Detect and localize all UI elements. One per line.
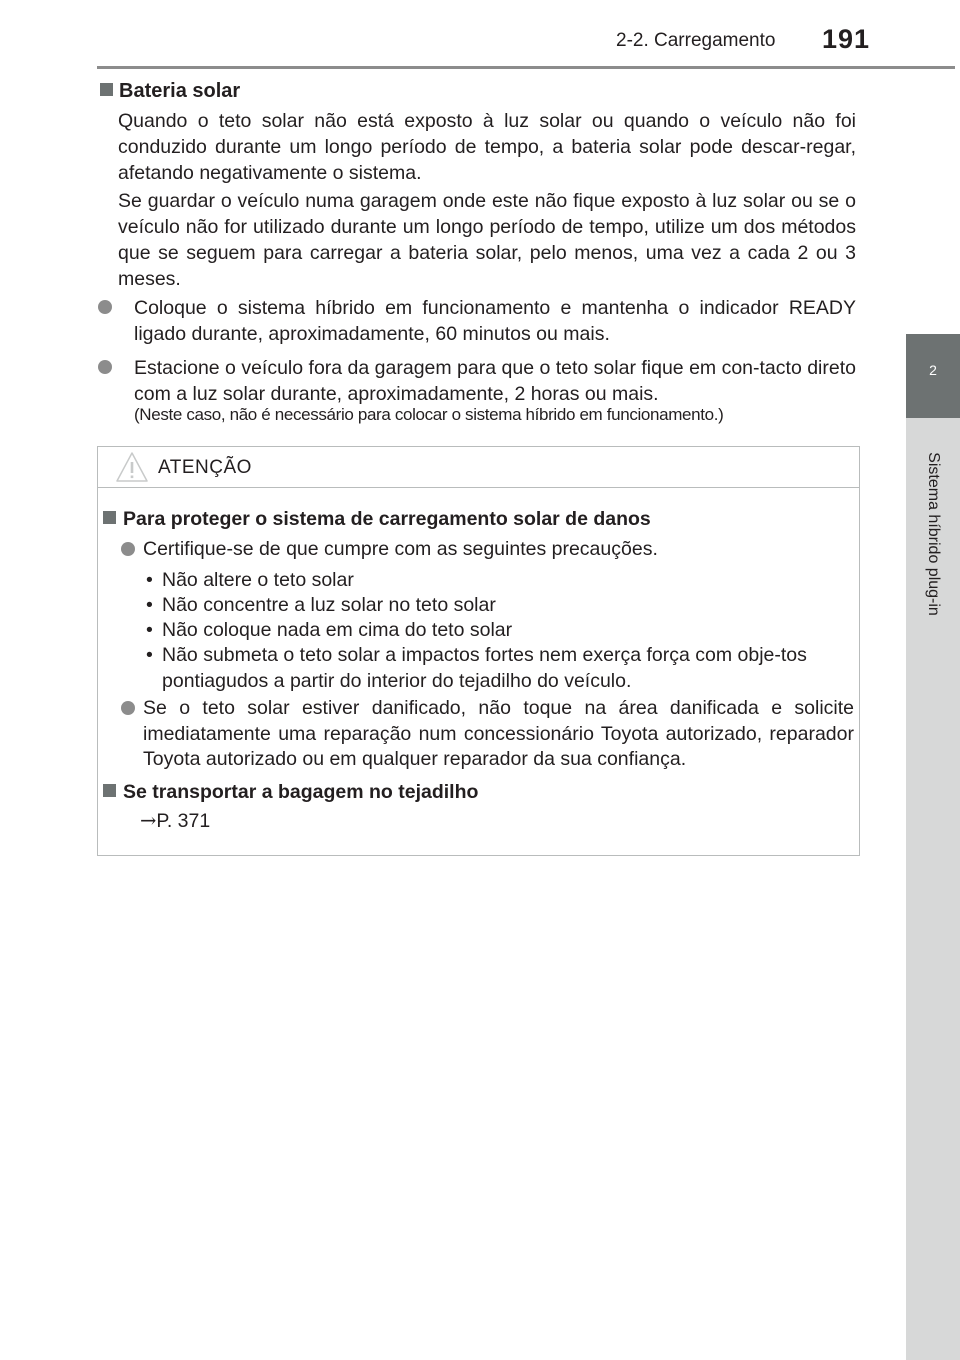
- page-number: 191: [822, 24, 871, 54]
- arrow-right-icon: →: [140, 809, 157, 832]
- list-item-text: Estacione o veículo fora da garagem para que o teto solar fique em con-tacto direto com a luz solar durante, aproximadamente, 2 horas ou mais.: [134, 357, 856, 405]
- warning-header: [98, 447, 859, 488]
- warning-heading: Se transportar a bagagem no tejadilho: [103, 781, 478, 804]
- section-heading-text: Bateria solar: [119, 80, 241, 102]
- circle-bullet-icon: [98, 300, 112, 314]
- paragraph: Se guardar o veículo numa garagem onde este não fique exposto à luz solar ou se o veículo não for utilizado durante um longo período de tempo, utilize um dos métodos que se seguem para carregar a bateria solar, pelo menos, uma vez a cada 2 ou 3 meses.: [118, 190, 856, 290]
- warning-list-item: Se o teto solar estiver danificado, não toque na área danificada e solicite imediatamente uma reparação num concessionário Toyota autorizado, reparador Toyota autorizado ou em qualquer reparador da sua confiança.: [121, 696, 854, 773]
- warning-triangle-icon: [115, 451, 149, 483]
- list-item: [98, 355, 856, 407]
- square-bullet-icon: [103, 511, 116, 524]
- warning-label: ATENÇÃO: [158, 457, 252, 478]
- page-reference-text: P. 371: [156, 810, 211, 832]
- warning-list-item: Certifique-se de que cumpre com as seguintes precauções.: [121, 537, 854, 563]
- page-reference[interactable]: [140, 809, 210, 833]
- list-item-text: Coloque o sistema híbrido em funcionamento e mantenha o indicador READY ligado durante, aproximadamente, 60 minutos ou mais.: [134, 297, 856, 345]
- warning-heading: Para proteger o sistema de carregamento solar de danos: [103, 508, 651, 531]
- circle-bullet-icon: [98, 360, 112, 374]
- circle-bullet-icon: [121, 701, 135, 715]
- paragraph: Quando o teto solar não está exposto à luz solar ou quando o veículo não foi conduzido durante um longo período de tempo, a bateria solar pode descar-regar, afetando negativamente o sistema.: [118, 110, 856, 184]
- square-bullet-icon: [103, 784, 116, 797]
- sub-list-item: • Não altere o teto solar: [146, 569, 354, 591]
- chapter-side-label: Sistema híbrido plug-in: [925, 452, 942, 616]
- list-item: [98, 295, 856, 347]
- section-heading: [100, 80, 240, 103]
- warning-box: [97, 446, 860, 856]
- sub-list-item: • Não submeta o teto solar a impactos fortes nem exerça força com obje-tos pontiagudos a partir do interior do tejadilho do veículo.: [146, 644, 807, 692]
- chapter-tab-number: 2: [929, 362, 937, 378]
- sub-list-item: • Não concentre a luz solar no teto solar: [146, 594, 496, 616]
- square-bullet-icon: [100, 83, 113, 96]
- circle-bullet-icon: [121, 542, 135, 556]
- sub-list-item: • Não coloque nada em cima do teto solar: [146, 619, 513, 641]
- note-text: (Neste caso, não é necessário para colocar o sistema híbrido em funcionamento.): [134, 405, 724, 424]
- header-divider: [97, 66, 955, 69]
- chapter-title: 2-2. Carregamento: [616, 30, 776, 51]
- chapter-tab: [906, 334, 960, 418]
